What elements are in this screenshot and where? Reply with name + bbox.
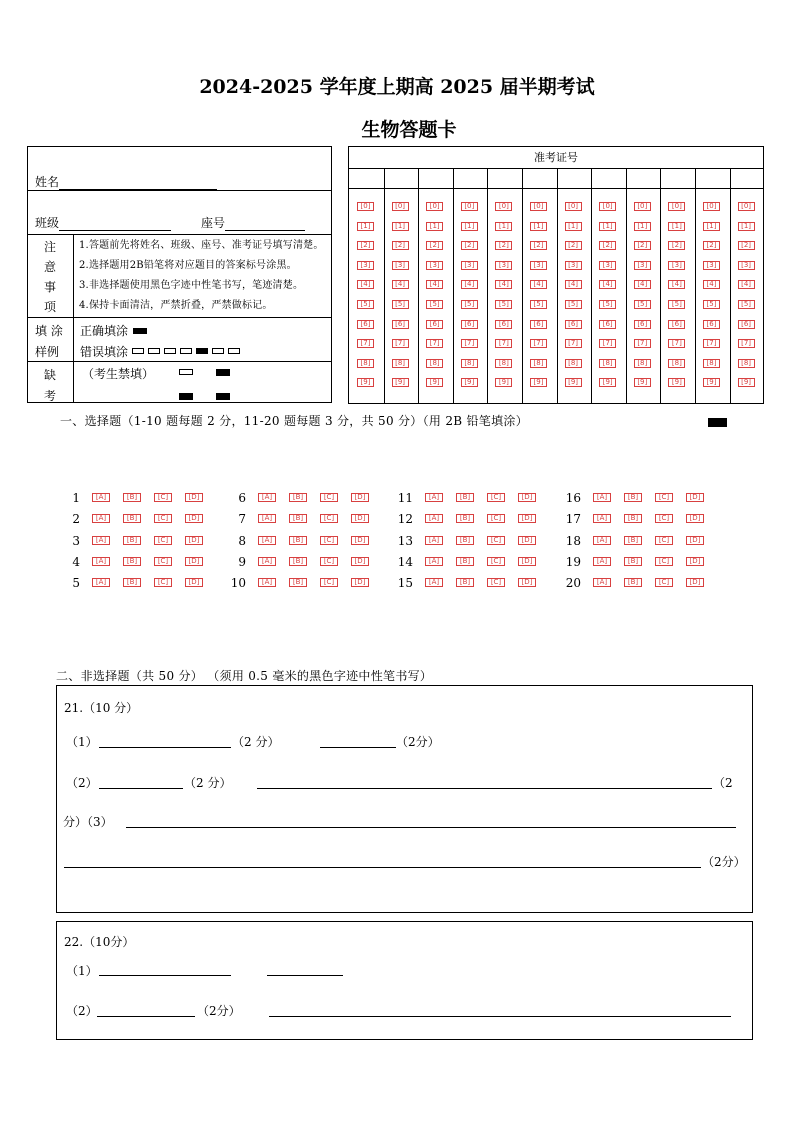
exam-digit-bubble[interactable]: [6] (565, 320, 582, 329)
exam-digit-bubble[interactable]: [2] (634, 241, 651, 250)
answer-option-bubble[interactable]: [B] (289, 493, 307, 502)
answer-option-bubble[interactable]: [A] (593, 493, 611, 502)
exam-digit-bubble[interactable]: [0] (495, 202, 512, 211)
answer-option-bubble[interactable]: [B] (289, 536, 307, 545)
exam-digit-bubble[interactable]: [8] (565, 359, 582, 368)
exam-digit-bubble[interactable]: [0] (461, 202, 478, 211)
absent-label: 考 (44, 389, 57, 403)
exam-digit-bubble[interactable]: [0] (565, 202, 582, 211)
exam-number-write-cell[interactable] (626, 169, 661, 189)
answer-option-bubble[interactable]: [C] (320, 514, 338, 523)
exam-digit-bubble[interactable]: [2] (461, 241, 478, 250)
q22-header: 22.（10分） (64, 935, 135, 949)
name-label: 姓名 (35, 175, 60, 189)
exam-digit-bubble[interactable]: [7] (668, 339, 685, 348)
answer-option-bubble[interactable]: [B] (456, 557, 474, 566)
q21-p2-blank-2[interactable] (257, 788, 712, 789)
answer-option-bubble[interactable]: [D] (518, 514, 536, 523)
exam-digit-bubble[interactable]: [6] (357, 320, 374, 329)
subject-title: 生物答题卡 (361, 119, 457, 141)
exam-digit-bubble[interactable]: [4] (703, 280, 720, 289)
exam-digit-bubble[interactable]: [2] (668, 241, 685, 250)
question-number: 16 (565, 491, 581, 505)
answer-option-bubble[interactable]: [B] (289, 557, 307, 566)
exam-digit-bubble[interactable]: [8] (738, 359, 755, 368)
exam-digit-bubble[interactable]: [7] (565, 339, 582, 348)
exam-digit-bubble[interactable]: [5] (668, 300, 685, 309)
answer-option-bubble[interactable]: [B] (123, 493, 141, 502)
question-number: 4 (72, 554, 80, 569)
answer-option-bubble[interactable]: [D] (518, 493, 536, 502)
question-number: 8 (238, 533, 246, 548)
exam-digit-bubble[interactable]: [1] (495, 222, 512, 231)
exam-digit-bubble[interactable]: [6] (530, 320, 547, 329)
q21-p1-score: （2 分） (232, 735, 280, 749)
answer-option-bubble[interactable]: [D] (686, 578, 704, 587)
notice-char: 项 (44, 300, 57, 314)
note-item: 4.保持卡面清洁，严禁折叠，严禁做标记。 (79, 300, 273, 311)
answer-option-bubble[interactable]: [A] (92, 493, 110, 502)
answer-option-bubble[interactable]: [C] (487, 578, 505, 587)
exam-digit-bubble[interactable]: [7] (426, 339, 443, 348)
answer-option-bubble[interactable]: [D] (185, 514, 203, 523)
exam-digit-bubble[interactable]: [1] (565, 222, 582, 231)
exam-digit-bubble[interactable]: [0] (357, 202, 374, 211)
answer-option-bubble[interactable]: [C] (487, 514, 505, 523)
answer-option-bubble[interactable]: [C] (154, 493, 172, 502)
answer-option-bubble[interactable]: [A] (92, 536, 110, 545)
exam-digit-bubble[interactable]: [1] (599, 222, 616, 231)
question-number: 15 (397, 576, 413, 591)
class-field[interactable] (35, 214, 171, 231)
answer-option-bubble[interactable]: [A] (92, 557, 110, 566)
exam-digit-bubble[interactable]: [6] (634, 320, 651, 329)
exam-digit-bubble[interactable]: [6] (426, 320, 443, 329)
exam-digit-bubble[interactable]: [9] (599, 378, 616, 387)
wrong-fill-label: 错误填涂 (80, 345, 129, 359)
answer-option-bubble[interactable]: [C] (655, 557, 673, 566)
q21-p1-blank-2[interactable] (320, 747, 396, 748)
exam-number-write-cell[interactable] (487, 169, 522, 189)
exam-digit-bubble[interactable]: [6] (392, 320, 409, 329)
exam-digit-bubble[interactable]: [3] (461, 261, 478, 270)
answer-option-bubble[interactable]: [D] (185, 493, 203, 502)
exam-digit-bubble[interactable]: [0] (530, 202, 547, 211)
exam-digit-bubble[interactable]: [2] (392, 241, 409, 250)
exam-digit-bubble[interactable]: [2] (599, 241, 616, 250)
fill-sample-label: 填 涂 (35, 324, 63, 338)
q22-answer-box (56, 921, 753, 1040)
answer-option-bubble[interactable]: [D] (686, 514, 704, 523)
q21-p1-score-2: （2分） (396, 735, 440, 749)
exam-digit-bubble[interactable]: [5] (461, 300, 478, 309)
answer-option-bubble[interactable]: [C] (154, 578, 172, 587)
q21-p3-score: （2分） (702, 855, 746, 869)
notes-list (79, 236, 324, 316)
exam-digit-bubble[interactable]: [1] (461, 222, 478, 231)
answer-option-bubble[interactable]: [B] (123, 557, 141, 566)
answer-option-bubble[interactable]: [B] (289, 514, 307, 523)
exam-digit-bubble[interactable]: [0] (703, 202, 720, 211)
seat-field[interactable] (201, 214, 305, 231)
exam-digit-bubble[interactable]: [9] (565, 378, 582, 387)
exam-digit-bubble[interactable]: [7] (495, 339, 512, 348)
absent-label: 缺 (44, 368, 57, 382)
exam-number-write-cell[interactable] (557, 169, 592, 189)
answer-option-bubble[interactable]: [A] (258, 536, 276, 545)
exam-digit-bubble[interactable]: [5] (357, 300, 374, 309)
absent-black-mark (216, 393, 230, 400)
absent-note: （考生禁填） (82, 367, 155, 381)
exam-digit-bubble[interactable]: [6] (738, 320, 755, 329)
exam-digit-bubble[interactable]: [3] (392, 261, 409, 270)
answer-option-bubble[interactable]: [B] (624, 493, 642, 502)
answer-option-bubble[interactable]: [A] (593, 536, 611, 545)
question-number: 3 (72, 533, 80, 548)
exam-digit-bubble[interactable]: [7] (703, 339, 720, 348)
exam-digit-bubble[interactable]: [4] (668, 280, 685, 289)
student-info-box (27, 146, 332, 403)
answer-option-bubble[interactable]: [D] (351, 514, 369, 523)
question-number: 20 (565, 576, 581, 591)
exam-digit-bubble[interactable]: [1] (703, 222, 720, 231)
absent-black-mark (179, 393, 193, 400)
answer-option-bubble[interactable]: [A] (593, 578, 611, 587)
exam-number-grid (348, 146, 764, 404)
exam-digit-bubble[interactable]: [5] (565, 300, 582, 309)
answer-option-bubble[interactable]: [D] (518, 557, 536, 566)
exam-digit-bubble[interactable]: [2] (703, 241, 720, 250)
exam-digit-bubble[interactable]: [1] (426, 222, 443, 231)
exam-digit-bubble[interactable]: [3] (703, 261, 720, 270)
question-number: 5 (72, 576, 80, 591)
notice-char: 意 (44, 260, 57, 274)
answer-option-bubble[interactable]: [C] (655, 514, 673, 523)
exam-digit-bubble[interactable]: [9] (703, 378, 720, 387)
answer-option-bubble[interactable]: [B] (123, 514, 141, 523)
exam-digit-bubble[interactable]: [0] (738, 202, 755, 211)
q21-p2-tail: （2 (713, 776, 733, 790)
answer-option-bubble[interactable]: [D] (686, 536, 704, 545)
question-number: 11 (397, 491, 413, 505)
exam-digit-bubble[interactable]: [4] (530, 280, 547, 289)
exam-digit-bubble[interactable]: [6] (668, 320, 685, 329)
exam-number-label: 准考证号 (349, 147, 763, 169)
answer-option-bubble[interactable]: [C] (320, 536, 338, 545)
exam-number-write-cell[interactable] (453, 169, 488, 189)
answer-option-bubble[interactable]: [C] (655, 493, 673, 502)
q22-part1-label: （1） (66, 964, 98, 978)
answer-option-bubble[interactable]: [D] (185, 536, 203, 545)
answer-option-bubble[interactable]: [B] (624, 536, 642, 545)
exam-digit-bubble[interactable]: [9] (426, 378, 443, 387)
exam-digit-bubble[interactable]: [4] (392, 280, 409, 289)
exam-digit-bubble[interactable]: [9] (634, 378, 651, 387)
exam-digit-bubble[interactable]: [3] (530, 261, 547, 270)
q21-part2-label: （2） (66, 776, 98, 790)
exam-digit-bubble[interactable]: [9] (495, 378, 512, 387)
question-number: 18 (565, 533, 581, 548)
exam-digit-bubble[interactable]: [3] (738, 261, 755, 270)
page-title: 2024-2025 学年度上期高 2025 届半期考试 (199, 76, 595, 98)
answer-option-bubble[interactable]: [A] (425, 557, 443, 566)
answer-option-bubble[interactable]: [A] (258, 514, 276, 523)
question-number: 2 (72, 512, 80, 527)
exam-digit-bubble[interactable]: [8] (530, 359, 547, 368)
exam-digit-bubble[interactable]: [9] (668, 378, 685, 387)
answer-option-bubble[interactable]: [C] (154, 514, 172, 523)
answer-option-bubble[interactable]: [B] (456, 578, 474, 587)
answer-option-bubble[interactable]: [D] (351, 493, 369, 502)
exam-digit-bubble[interactable]: [7] (599, 339, 616, 348)
q21-p3-blank-2[interactable] (64, 867, 701, 868)
exam-digit-bubble[interactable]: [7] (392, 339, 409, 348)
class-label: 班级 (35, 216, 60, 230)
q21-p3-blank-1[interactable] (126, 827, 736, 828)
question-number: 9 (238, 554, 246, 569)
seat-label: 座号 (201, 216, 226, 230)
answer-option-bubble[interactable]: [A] (258, 557, 276, 566)
exam-digit-bubble[interactable]: [6] (495, 320, 512, 329)
question-number: 7 (238, 512, 246, 527)
exam-digit-bubble[interactable]: [7] (738, 339, 755, 348)
exam-digit-bubble[interactable]: [2] (495, 241, 512, 250)
exam-number-write-cell[interactable] (349, 169, 384, 189)
answer-option-bubble[interactable]: [B] (123, 536, 141, 545)
exam-digit-bubble[interactable]: [8] (426, 359, 443, 368)
answer-option-bubble[interactable]: [C] (487, 557, 505, 566)
answer-option-bubble[interactable]: [A] (425, 514, 443, 523)
exam-digit-bubble[interactable]: [0] (668, 202, 685, 211)
exam-digit-bubble[interactable]: [5] (703, 300, 720, 309)
answer-option-bubble[interactable]: [B] (456, 514, 474, 523)
q21-p1-blank-1[interactable] (99, 747, 231, 748)
exam-digit-bubble[interactable]: [7] (461, 339, 478, 348)
exam-digit-bubble[interactable]: [2] (426, 241, 443, 250)
exam-digit-bubble[interactable]: [3] (357, 261, 374, 270)
answer-option-bubble[interactable]: [A] (258, 493, 276, 502)
exam-digit-bubble[interactable]: [8] (392, 359, 409, 368)
exam-number-write-cell[interactable] (591, 169, 626, 189)
answer-option-bubble[interactable]: [A] (258, 578, 276, 587)
answer-option-bubble[interactable]: [D] (351, 578, 369, 587)
answer-option-bubble[interactable]: [A] (92, 578, 110, 587)
notice-char: 事 (44, 280, 57, 294)
q22-p2-score: （2分） (197, 1004, 241, 1018)
answer-option-bubble[interactable]: [A] (593, 514, 611, 523)
question-number: 6 (238, 491, 246, 505)
question-number: 13 (397, 533, 413, 548)
exam-digit-bubble[interactable]: [4] (357, 280, 374, 289)
exam-digit-bubble[interactable]: [8] (703, 359, 720, 368)
exam-digit-bubble[interactable]: [2] (530, 241, 547, 250)
exam-digit-bubble[interactable]: [4] (461, 280, 478, 289)
question-number: 12 (397, 512, 413, 527)
exam-digit-bubble[interactable]: [0] (426, 202, 443, 211)
answer-option-bubble[interactable]: [B] (624, 514, 642, 523)
exam-digit-bubble[interactable]: [5] (599, 300, 616, 309)
answer-option-bubble[interactable]: [D] (185, 557, 203, 566)
question-number: 1 (72, 491, 80, 505)
exam-digit-bubble[interactable]: [8] (357, 359, 374, 368)
q22-p2-blank-2[interactable] (269, 1016, 731, 1017)
answer-option-bubble[interactable]: [C] (487, 536, 505, 545)
absent-mark-box[interactable] (179, 369, 193, 375)
answer-option-bubble[interactable]: [A] (425, 536, 443, 545)
q22-p2-blank-1[interactable] (97, 1016, 195, 1017)
answer-option-bubble[interactable]: [A] (425, 578, 443, 587)
exam-digit-bubble[interactable]: [4] (565, 280, 582, 289)
exam-digit-bubble[interactable]: [3] (565, 261, 582, 270)
answer-option-bubble[interactable]: [C] (154, 557, 172, 566)
answer-option-bubble[interactable]: [D] (518, 536, 536, 545)
answer-option-bubble[interactable]: [D] (351, 557, 369, 566)
exam-digit-bubble[interactable]: [5] (738, 300, 755, 309)
answer-option-bubble[interactable]: [C] (154, 536, 172, 545)
answer-option-bubble[interactable]: [B] (123, 578, 141, 587)
answer-option-bubble[interactable]: [B] (456, 536, 474, 545)
note-item: 2.选择题用2B铅笔将对应题目的答案标号涂黑。 (79, 260, 297, 271)
answer-option-bubble[interactable]: [C] (487, 493, 505, 502)
q22-p1-blank-2[interactable] (267, 975, 343, 976)
exam-digit-bubble[interactable]: [5] (530, 300, 547, 309)
q22-p1-blank-1[interactable] (99, 975, 231, 976)
exam-digit-bubble[interactable]: [7] (530, 339, 547, 348)
exam-digit-bubble[interactable]: [8] (599, 359, 616, 368)
exam-number-write-cell[interactable] (695, 169, 730, 189)
question-number: 10 (230, 576, 246, 591)
exam-digit-bubble[interactable]: [8] (668, 359, 685, 368)
exam-number-write-cell[interactable] (418, 169, 453, 189)
q21-part1-label: （1） (66, 735, 98, 749)
exam-digit-bubble[interactable]: [1] (738, 222, 755, 231)
exam-number-write-cell[interactable] (522, 169, 557, 189)
exam-digit-bubble[interactable]: [9] (392, 378, 409, 387)
exam-number-write-cell[interactable] (660, 169, 695, 189)
note-item: 3.非选择题使用黑色字迹中性笔书写，笔迹清楚。 (79, 280, 304, 291)
section-1-title: 一、选择题（1-10 题每题 2 分，11-20 题每题 3 分，共 50 分）（用 2B 铅笔填涂） (60, 414, 528, 428)
exam-digit-bubble[interactable]: [9] (357, 378, 374, 387)
answer-option-bubble[interactable]: [C] (320, 578, 338, 587)
exam-digit-bubble[interactable]: [0] (599, 202, 616, 211)
exam-digit-bubble[interactable]: [6] (703, 320, 720, 329)
answer-option-bubble[interactable]: [C] (320, 493, 338, 502)
answer-option-bubble[interactable]: [D] (351, 536, 369, 545)
correct-fill-sample (133, 328, 147, 334)
exam-digit-bubble[interactable]: [3] (634, 261, 651, 270)
exam-digit-bubble[interactable]: [1] (530, 222, 547, 231)
wrong-fill-samples (130, 343, 242, 357)
alignment-mark (708, 418, 727, 427)
answer-option-bubble[interactable]: [B] (624, 557, 642, 566)
answer-option-bubble[interactable]: [D] (185, 578, 203, 587)
correct-fill-label: 正确填涂 (80, 324, 129, 338)
exam-digit-bubble[interactable]: [1] (357, 222, 374, 231)
exam-digit-bubble[interactable]: [0] (634, 202, 651, 211)
exam-digit-bubble[interactable]: [2] (738, 241, 755, 250)
question-number: 14 (397, 554, 413, 569)
note-item: 1.答题前先将姓名、班级、座号、准考证号填写清楚。 (79, 240, 324, 251)
answer-option-bubble[interactable]: [C] (655, 536, 673, 545)
answer-option-bubble[interactable]: [C] (320, 557, 338, 566)
exam-digit-bubble[interactable]: [6] (461, 320, 478, 329)
exam-digit-bubble[interactable]: [4] (599, 280, 616, 289)
answer-option-bubble[interactable]: [D] (686, 557, 704, 566)
q21-part3-label: 分）（3） (63, 815, 113, 829)
exam-digit-bubble[interactable]: [1] (634, 222, 651, 231)
exam-digit-bubble[interactable]: [8] (461, 359, 478, 368)
q22-part2-label: （2） (66, 1004, 98, 1018)
exam-digit-bubble[interactable]: [5] (426, 300, 443, 309)
exam-digit-bubble[interactable]: [0] (392, 202, 409, 211)
q21-p2-blank-1[interactable] (99, 788, 183, 789)
exam-digit-bubble[interactable]: [9] (530, 378, 547, 387)
answer-option-bubble[interactable]: [A] (92, 514, 110, 523)
answer-option-bubble[interactable]: [B] (289, 578, 307, 587)
answer-option-bubble[interactable]: [A] (425, 493, 443, 502)
exam-digit-bubble[interactable]: [8] (495, 359, 512, 368)
q21-answer-box (56, 685, 753, 913)
notice-char: 注 (44, 240, 57, 254)
exam-digit-bubble[interactable]: [8] (634, 359, 651, 368)
answer-option-bubble[interactable]: [D] (686, 493, 704, 502)
answer-option-bubble[interactable]: [A] (593, 557, 611, 566)
exam-digit-bubble[interactable]: [2] (357, 241, 374, 250)
q21-header: 21.（10 分） (64, 701, 139, 715)
exam-number-write-cell[interactable] (384, 169, 419, 189)
answer-option-bubble[interactable]: [D] (518, 578, 536, 587)
exam-digit-bubble[interactable]: [3] (599, 261, 616, 270)
section-2-title: 二、非选择题（共 50 分） （须用 0.5 毫米的黑色字迹中性笔书写） (56, 669, 433, 683)
exam-number-write-cell[interactable] (730, 169, 765, 189)
answer-option-bubble[interactable]: [B] (456, 493, 474, 502)
exam-digit-bubble[interactable]: [9] (461, 378, 478, 387)
exam-digit-bubble[interactable]: [4] (426, 280, 443, 289)
exam-digit-bubble[interactable]: [4] (738, 280, 755, 289)
answer-option-bubble[interactable]: [B] (624, 578, 642, 587)
exam-digit-bubble[interactable]: [3] (668, 261, 685, 270)
exam-digit-bubble[interactable]: [7] (634, 339, 651, 348)
exam-digit-bubble[interactable]: [4] (495, 280, 512, 289)
exam-digit-bubble[interactable]: [5] (634, 300, 651, 309)
question-number: 17 (565, 512, 581, 527)
exam-digit-bubble[interactable]: [3] (426, 261, 443, 270)
name-field[interactable] (35, 173, 217, 190)
exam-digit-bubble[interactable]: [7] (357, 339, 374, 348)
absent-black-mark (216, 369, 230, 376)
exam-digit-bubble[interactable]: [5] (495, 300, 512, 309)
exam-digit-bubble[interactable]: [9] (738, 378, 755, 387)
answer-option-bubble[interactable]: [C] (655, 578, 673, 587)
fill-sample-label: 样例 (35, 345, 60, 359)
question-number: 19 (565, 554, 581, 569)
exam-digit-bubble[interactable]: [4] (634, 280, 651, 289)
exam-digit-bubble[interactable]: [2] (565, 241, 582, 250)
exam-digit-bubble[interactable]: [3] (495, 261, 512, 270)
exam-digit-bubble[interactable]: [1] (392, 222, 409, 231)
exam-digit-bubble[interactable]: [6] (599, 320, 616, 329)
exam-digit-bubble[interactable]: [5] (392, 300, 409, 309)
exam-digit-bubble[interactable]: [1] (668, 222, 685, 231)
q21-p2-score: （2 分） (184, 776, 232, 790)
